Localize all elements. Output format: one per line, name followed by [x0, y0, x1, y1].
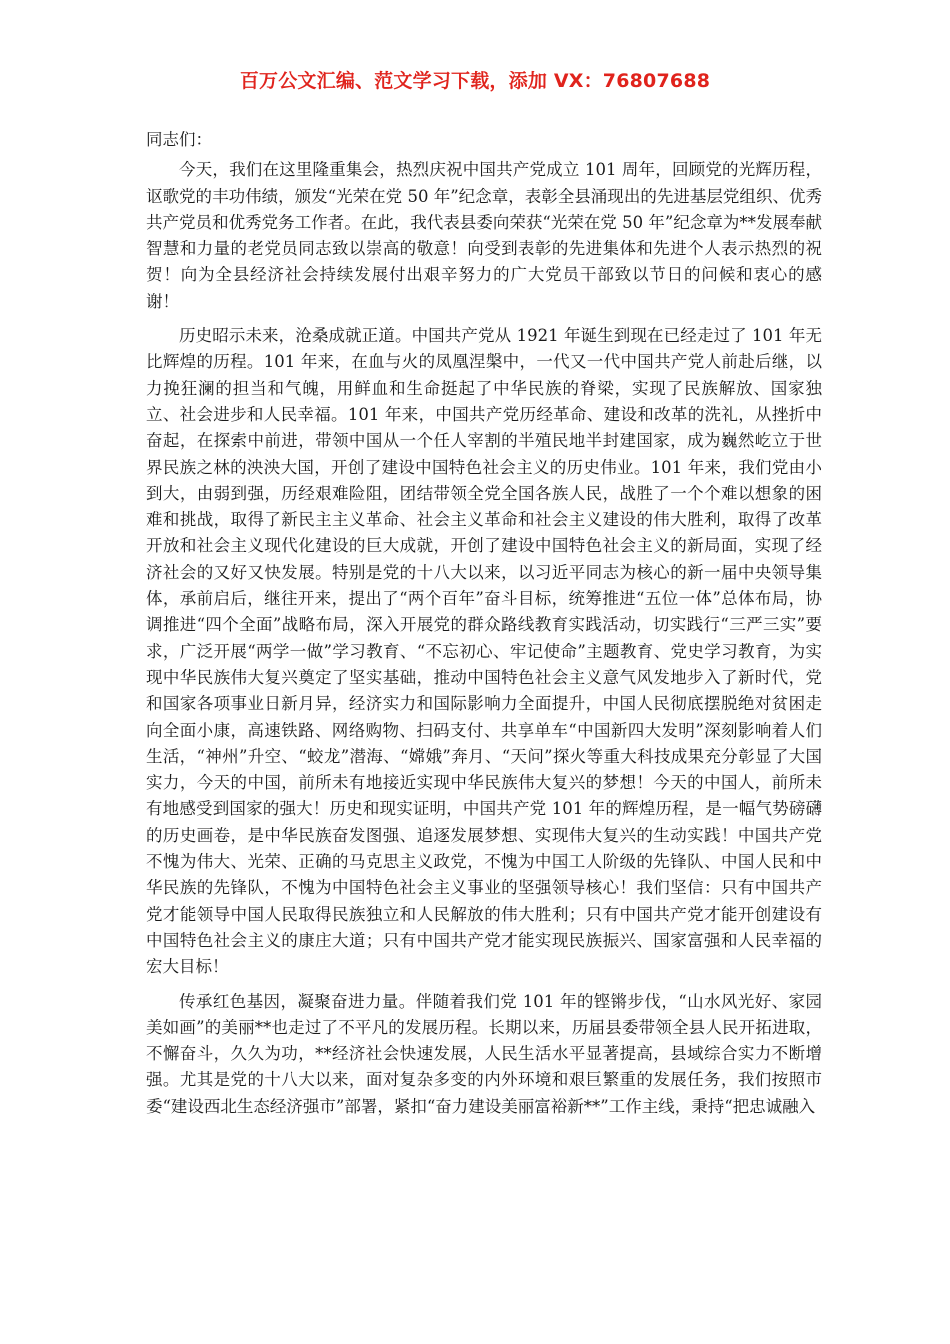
paragraph-1: 今天，我们在这里隆重集会，热烈庆祝中国共产党成立 101 周年，回顾党的光辉历程，讴歌党的丰功伟绩，颁发“光荣在党 50 年”纪念章，表彰全县涌现出的先进基层党组织、优秀共产党员和优秀党务工作者。在此，我代表县委向荣获“光荣在党 50 年”纪念章为**发展奉献智慧和力量的老党员同志致以崇高的敬意！向受到表彰的先进集体和先进个人表示热烈的祝贺！向为全县经济社会持续发展付出艰辛努力的广大党员干部致以节日的问候和衷心的感谢！ — [146, 160, 822, 311]
watermark-header: 百万公文汇编、范文学习下载，添加 VX：76807688 — [239, 70, 711, 92]
document-body — [146, 127, 822, 1128]
paragraph-3: 传承红色基因，凝聚奋进力量。伴随着我们党 101 年的铿锵步伐，“山水风光好、家园美如画”的美丽**也走过了不平凡的发展历程。长期以来，历届县委带领全县人民开拓进取，不懈奋斗，久久为功，**经济社会快速发展，人民生活水平显著提高，县域综合实力不断增强。尤其是党的十八大以来，面对复杂多变的内外环境和艰巨繁重的发展任务，我们按照市委“建设西北生态经济强市”部署，紧扣“奋力建设美丽富裕新**”工作主线，秉持“把忠诚融入 — [146, 991, 822, 1116]
salutation: 同志们： — [146, 130, 212, 149]
paragraph-2: 历史昭示未来，沧桑成就正道。中国共产党从 1921 年诞生到现在已经走过了 101 年无比辉煌的历程。101 年来，在血与火的凤凰涅槃中，一代又一代中国共产党人前赴后继，以力挽狂澜的担当和气魄，用鲜血和生命挺起了中华民族的脊梁，实现了民族解放、国家独立、社会进步和人民幸福。101 年来，中国共产党历经革命、建设和改革的洗礼，从挫折中奋起，在探索中前进，带领中国从一个任人宰割的半殖民地半封建国家，成为巍然屹立于世界民族之林的泱泱大国，开创了建设中国特色社会主义的历史伟业。101 年来，我们党由小到大，由弱到强，历经艰难险阻，团结带领全党全国各族人民，战胜了一个个难以想象的困难和挑战，取得了新民主主义革命、社会主义革命和社会主义建设的伟大胜利，取得了改革开放和社会主义现代化建设的巨大成就，开创了建设中国特色社会主义的新局面，实现了经济社会的又好又快发展。特别是党的十八大以来，以习近平同志为核心的新一届中央领导集体，承前启后，继往开来，提出了“两个百年”奋斗目标，统筹推进“五位一体”总体布局，协调推进“四个全面”战略布局，深入开展党的群众路线教育实践活动，切实践行“三严三实”要求，广泛开展“两学一做”学习教育、“不忘初心、牢记使命”主题教育、党史学习教育，为实现中华民族伟大复兴奠定了坚实基础，推动中国特色社会主义意气风发地步入了新时代，党和国家各项事业日新月异，经济实力和国际影响力全面提升，中国人民彻底摆脱绝对贫困走向全面小康，高速铁路、网络购物、扫码支付、共享单车“中国新四大发明”深刻影响着人们生活，“神州”升空、“蛟龙”潜海、“嫦娥”奔月、“天问”探火等重大科技成果充分彰显了大国实力，今天的中国，前所未有地接近实现中华民族伟大复兴的梦想！今天的中国人，前所未有地感受到国家的强大！历史和现实证明，中国共产党 101 年的辉煌历程，是一幅气势磅礴的历史画卷，是中华民族奋发图强、追逐发展梦想、实现伟大复兴的生动实践！中国共产党不愧为伟大、光荣、正确的马克思主义政党，不愧为中国工人阶级的先锋队、中国人民和中华民族的先锋队，不愧为中国特色社会主义事业的坚强领导核心！我们坚信：只有中国共产党才能领导中国人民取得民族独立和人民解放的伟大胜利；只有中国共产党才能开创建设有中国特色社会主义的康庄大道；只有中国共产党才能实现民族振兴、国家富强和人民幸福的宏大目标！ — [146, 326, 822, 977]
